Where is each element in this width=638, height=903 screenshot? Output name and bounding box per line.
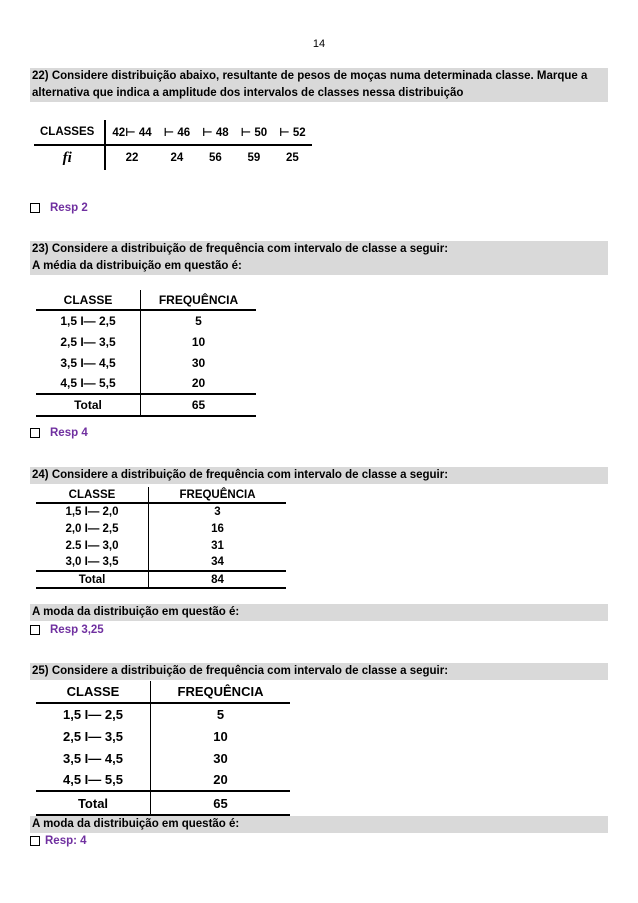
q24-freq-cell: 31 [211, 539, 224, 552]
q23-freq-cell: 10 [191, 334, 206, 349]
question-23-line2: A média da distribuição em questão é: [30, 258, 608, 275]
q22-freq-cell: 24 [170, 152, 184, 164]
q23-total-value: 65 [141, 394, 257, 416]
q25-classe-cell: 2,5 I— 3,5 [36, 725, 151, 747]
q24-answer-text: Resp 3,25 [50, 624, 104, 636]
q22-answer-text: Resp 2 [50, 202, 88, 214]
q23-answer [30, 427, 88, 439]
q25-classe-cell: 4,5 I— 5,5 [36, 769, 151, 791]
q24-classe-cell: 2.5 I— 3,0 [36, 537, 149, 554]
q22-answer [30, 202, 88, 214]
q23-total-label: Total [36, 394, 141, 416]
q24-header-frequencia: FREQUÊNCIA [149, 487, 287, 503]
q25-freq-cell: 20 [213, 772, 228, 787]
q23-classe-cell: 2,5 I— 3,5 [36, 331, 141, 352]
checkbox-icon [30, 203, 40, 213]
q25-header-frequencia: FREQUÊNCIA [151, 681, 291, 703]
q23-freq-cell: 30 [191, 355, 206, 370]
q24-frequency-table [36, 487, 286, 589]
q25-total-label: Total [36, 791, 151, 815]
q25-freq-cell: 5 [216, 707, 225, 722]
q22-freq-cell: 56 [208, 152, 222, 164]
q24-freq-cell: 3 [214, 506, 221, 518]
question-25-line2: A moda da distribuição em questão é: [30, 816, 608, 833]
q22-table [34, 120, 312, 170]
q24-classe-cell: 3,0 I— 3,5 [36, 554, 149, 571]
q25-freq-cell: 30 [213, 750, 228, 766]
q24-classe-cell: 2,0 I— 2,5 [36, 520, 149, 537]
q22-freq-cell: 25 [285, 152, 299, 164]
q24-classe-cell: 1,5 I— 2,0 [36, 503, 149, 520]
q23-classe-cell: 4,5 I— 5,5 [36, 373, 141, 394]
q25-header-classe: CLASSE [36, 681, 151, 703]
checkbox-icon [30, 428, 40, 438]
checkbox-icon [30, 836, 40, 846]
question-22-text: 22) Considere distribuição abaixo, resultante de pesos de moças numa determinada classe. Marque a alternativa que indica a amplitude dos intervalos de classes nessa distribuição [30, 68, 608, 102]
q22-freq-cell: 22 [125, 152, 139, 164]
q24-total-value: 84 [149, 571, 287, 588]
q25-answer-text: Resp: 4 [45, 835, 87, 847]
q23-freq-cell: 5 [195, 314, 202, 328]
q23-classe-cell: 1,5 I— 2,5 [36, 310, 141, 331]
q25-classe-cell: 1,5 I— 2,5 [36, 703, 151, 725]
q23-classe-cell: 3,5 I— 4,5 [36, 352, 141, 373]
question-23-line1: 23) Considere a distribuição de frequência com intervalo de classe a seguir: [30, 241, 608, 258]
q25-frequency-table [36, 681, 290, 816]
q25-answer [30, 835, 87, 847]
q23-header-frequencia: FREQUÊNCIA [141, 290, 257, 310]
q23-frequency-table [36, 290, 256, 417]
q24-freq-cell: 34 [211, 556, 224, 568]
q24-header-classe: CLASSE [36, 487, 149, 503]
q23-answer-text: Resp 4 [50, 427, 88, 439]
checkbox-icon [30, 625, 40, 635]
q22-class-cell: ⊢ 50 [235, 120, 274, 145]
question-25-line1: 25) Considere a distribuição de frequência com intervalo de classe a seguir: [30, 663, 608, 680]
question-24-line2: A moda da distribuição em questão é: [30, 604, 608, 621]
q25-classe-cell: 3,5 I— 4,5 [36, 747, 151, 769]
q22-fi-label: fi [34, 145, 105, 170]
q22-class-cell: 42⊢ 44 [105, 120, 157, 145]
q24-freq-cell: 16 [211, 522, 224, 535]
q22-classes-label: CLASSES [34, 120, 105, 145]
q23-freq-cell: 20 [191, 376, 206, 390]
page-number: 14 [312, 38, 326, 50]
q24-total-label: Total [36, 571, 149, 588]
q25-total-value: 65 [151, 791, 291, 815]
q22-freq-cell: 59 [247, 152, 261, 164]
q22-class-cell: ⊢ 48 [196, 120, 235, 145]
q22-class-cell: ⊢ 46 [158, 120, 197, 145]
q25-freq-cell: 10 [213, 728, 228, 744]
q22-class-cell: ⊢ 52 [273, 120, 312, 145]
question-24-line1: 24) Considere a distribuição de frequência com intervalo de classe a seguir: [30, 467, 608, 484]
q24-answer [30, 624, 104, 636]
q23-header-classe: CLASSE [36, 290, 141, 310]
